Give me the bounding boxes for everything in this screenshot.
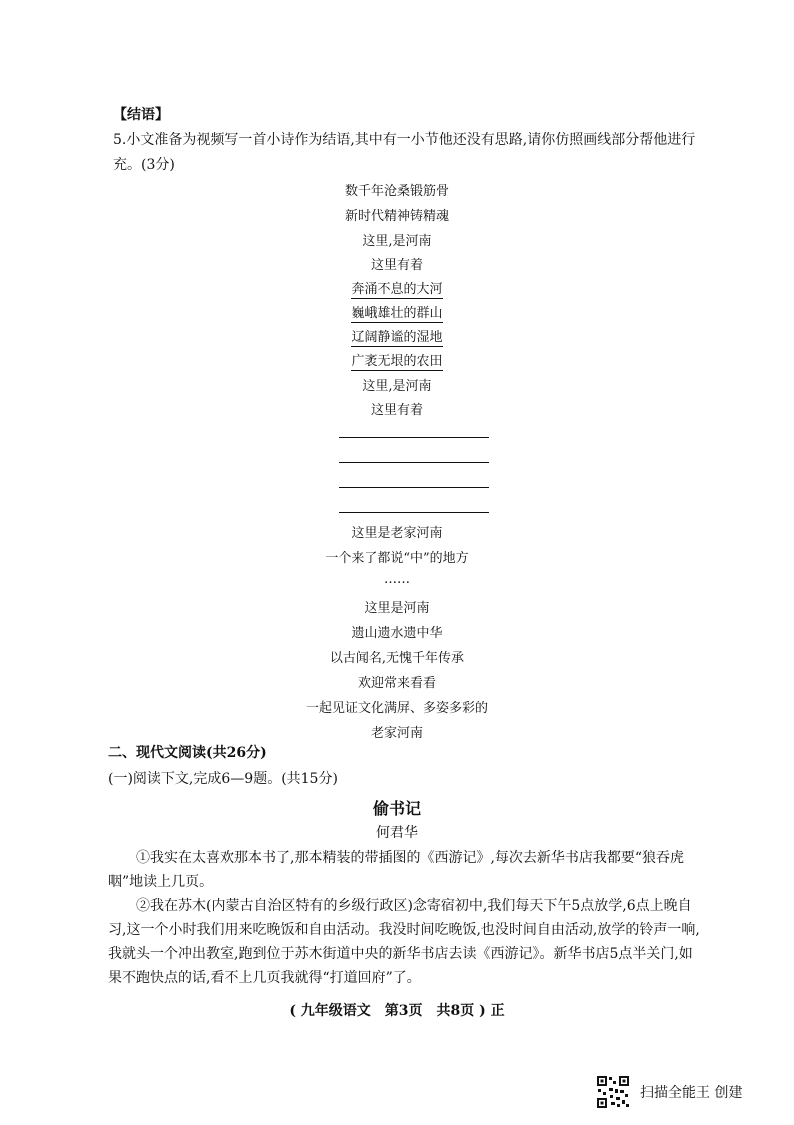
article-paragraph: ①我实在太喜欢那本书了,那本精装的带插图的《西游记》,每次去新华书店我都要“狼吞虎咽”地读上几页。 <box>108 850 685 890</box>
answer-blank-line[interactable] <box>339 512 489 513</box>
underlined-text: 巍峨雄壮的群山 <box>351 306 443 321</box>
poem-line: 老家河南 <box>370 726 423 741</box>
answer-blank-line[interactable] <box>339 487 489 488</box>
poem-line: …… <box>384 572 410 587</box>
section-heading-modern-reading: 二、现代文阅读(共26分) <box>108 745 267 761</box>
poem-line: 数千年沧桑锻筋骨 <box>344 184 449 199</box>
answer-blank-line[interactable] <box>339 462 489 463</box>
article-author: 何君华 <box>376 825 418 841</box>
poem-line: 遗山遗水遗中华 <box>351 626 443 641</box>
underlined-text: 辽阔静谧的湿地 <box>351 330 443 345</box>
scanner-watermark: 扫描全能王 创建 <box>640 1085 743 1101</box>
poem-underlined-line <box>0 350 794 369</box>
qr-code-icon <box>596 1075 630 1109</box>
section-tag-conclusion: 【结语】 <box>113 107 169 123</box>
underlined-text: 奔涌不息的大河 <box>351 282 443 297</box>
poem-line: 这里是老家河南 <box>351 526 443 541</box>
poem-line: 这里,是河南 <box>362 234 432 249</box>
poem-line: 欢迎常来看看 <box>357 676 436 691</box>
poem-line: 这里是河南 <box>364 601 430 616</box>
article-paragraph: ②我在苏木(内蒙古自治区特有的乡级行政区)念寄宿初中,我们每天下午5点放学,6点上晚自习,这一个小时我们用来吃晚饭和自由活动。我没时间吃晚饭,也没时间自由活动,放学的铃声一响,我就头一个冲出教室,跑到位于苏木街道中央的新华书店去读《西游记》。新华书店5点半关门,如果不跑快点的话,看不上几页我就得“打道回府”了。 <box>108 898 700 986</box>
poem-line: 这里,是河南 <box>362 379 432 394</box>
poem-line: 一起见证文化满屏、多姿多彩的 <box>305 701 488 716</box>
question-5: 5.小文准备为视频写一首小诗作为结语,其中有一小节他还没有思路,请你仿照画线部分帮他进行充。(3分) <box>113 132 696 173</box>
poem-line: 这里有着 <box>370 258 423 273</box>
page-footer: ( 九年级语文 第3页 共8页 ) 正 <box>289 1003 505 1019</box>
poem-line: 一个来了都说“中”的地方 <box>325 551 469 566</box>
answer-blank-line[interactable] <box>339 437 489 438</box>
underlined-text: 广袤无垠的农田 <box>351 354 443 369</box>
article-title: 偷书记 <box>372 799 421 818</box>
poem-line: 这里有着 <box>370 403 423 418</box>
subsection-instructions: (一)阅读下文,完成6—9题。(共15分) <box>108 771 338 787</box>
poem-line: 以古闻名,无愧千年传承 <box>329 651 465 666</box>
poem-underlined-line <box>0 326 794 345</box>
poem-underlined-line <box>0 278 794 297</box>
poem-line: 新时代精神铸精魂 <box>344 209 449 224</box>
poem-underlined-line <box>0 302 794 321</box>
